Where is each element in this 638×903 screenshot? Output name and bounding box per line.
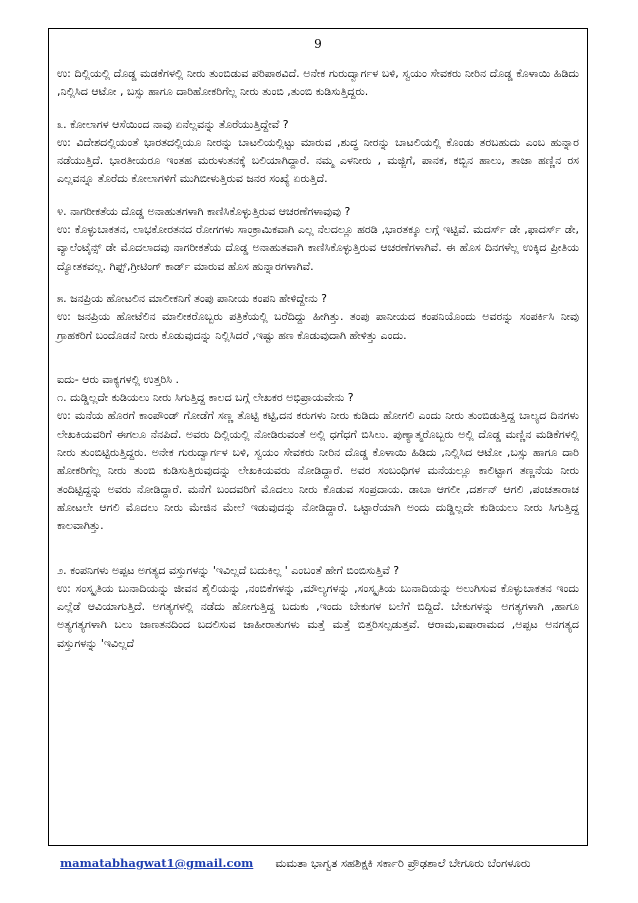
page-frame xyxy=(48,28,588,846)
question-answer-block xyxy=(57,290,579,345)
question-text: ೫. ಜನಪ್ರಿಯ ಹೋಟಲಿನ ಮಾಲೀಕನಿಗೆ ತಂಪು ಪಾನೀಯ ಕಂಪನಿ ಹೇಳಿದ್ದೇನು ? xyxy=(57,291,328,305)
answer-text: ಉ: ಜನಪ್ರಿಯ ಹೋಟೆಲಿನ ಮಾಲೀಕರೊಬ್ಬರು ಪತ್ರಿಕೆಯಲ್ಲಿ ಬರೆದಿದ್ದು ಹೀಗಿತ್ತು. ತಂಪು ಪಾನೀಯದ ಕಂಪನಿಯೊಂದು ಅವರನ್ನು ಸಂಪರ್ಕಿಸಿ ನೀವು ಗ್ರಾಹಕರಿಗೆ ಬಂದೊಡನೆ ನೀರು ಕೊಡುವುದನ್ನು ನಿಲ್ಲಿಸಿದರೆ ,ಇಷ್ಟು ಹಣ ಕೊಡುವುದಾಗಿ ಹೇಳಿತ್ತು ಎಂದು. xyxy=(57,310,579,342)
question-text: ಐದು- ಆರು ವಾಕ್ಯಗಳಲ್ಲಿ ಉತ್ತರಿಸಿ . xyxy=(57,372,180,386)
answer-text: ೧. ದುಡ್ಡಿಲ್ಲದೇ ಕುಡಿಯಲು ನೀರು ಸಿಗುತ್ತಿದ್ದ ಕಾಲದ ಬಗ್ಗೆ ಲೇಖಕರ ಅಭಿಪ್ರಾಯವೇನು ? ಉ: ಮನೆಯ ಹೊರಗೆ ಕಾಂಪೌಂಡ್ ಗೋಡೆಗೆ ಸಣ್ಣ ತೊಟ್ಟಿ ಕಟ್ಟಿ,ದನ ಕರುಗಳು ನೀರು ಕುಡಿದು ಹೋಗಲಿ ಎಂದು ನೀರು ತುಂಬಿಡುತ್ತಿದ್ದ ಬಾಲ್ಯದ ದಿನಗಳು ಲೇಖಕಿಯವರಿಗೆ ಈಗಲೂ ನೆನಪಿದೆ. ಅವರು ದಿಲ್ಲಿಯಲ್ಲಿ ನೋಡಿರುವಂತೆ ಅಲ್ಲಿ ಧಗೆಧಗೆ ಬಿಸಿಲು. ಪುಣ್ಯಾತ್ಮರೊಬ್ಬರು ಅಲ್ಲಿ ದೊಡ್ಡ ಮಣ್ಣಿನ ಮಡಿಕೆಗಳಲ್ಲಿ ನೀರು ತುಂಬಿಟ್ಟಿರುತ್ತಿದ್ದರು. ಅನೇಕ ಗುರುದ್ವಾರ್ಗಳ ಬಳಿ, ಸ್ವಯಂ ಸೇವಕರು ನೀರಿನ ದೊಡ್ಡ ಕೊಳಾಯಿ ಹಿಡಿದು ,ನಿಲ್ಲಿಸಿದ ಆಟೋ ,ಬಸ್ಸು ಹಾಗೂ ದಾರಿ ಹೋಕರಿಗೆಲ್ಲ ನೀರು ತುಂಬಿ ಕುಡಿಸುತ್ತಿರುವುದನ್ನು ಲೇಖಕಿಯವರು ನೋಡಿದ್ದಾರೆ. ಅವರ ಸಂಬಂಧಿಗಳ ಮನೆಯಲ್ಲೂ ಕಾಲಿಟ್ಟಾಗ ತಣ್ಣನೆಯ ನೀರು ತಂದಿಟ್ಟಿದ್ದನ್ನು ಅವರು ನೋಡಿದ್ದಾರೆ. ಮನೆಗೆ ಬಂದವರಿಗೆ ಮೊದಲು ನೀರು ಕೊಡುವ ಸಂಪ್ರದಾಯ. ಡಾಬಾ ಆಗಲೀ ,ದರ್ಶನ್ ಆಗಲಿ ,ಪಂಚತಾರಾಚ ಹೋಟಲೇ ಆಗಲಿ ಮೊದಲು ನೀರು ಮೇಜಿನ ಮೇಲೆ ಇಡುವುದನ್ನು ನೋಡಿದ್ದಾರೆ. ಒಟ್ಟಾರೆಯಾಗಿ ಅಂದು ದುಡ್ಡಿಲ್ಲದೇ ಕುಡಿಯಲು ನೀರು ಸಿಗುತ್ತಿದ್ದ ಕಾಲವಾಗಿತ್ತು. xyxy=(57,391,579,533)
question-answer-block xyxy=(57,562,579,653)
question-answer-block xyxy=(57,371,579,536)
author-email-link[interactable]: mamatabhagwat1@gmail.com xyxy=(60,856,254,870)
page-content xyxy=(57,65,579,667)
question-answer-block xyxy=(57,203,579,276)
author-affiliation: ಮಮತಾ ಭಾಗ್ವತ ಸಹಶಿಕ್ಷಕಿ ಸರ್ಕಾರಿ ಪ್ರೌಢಶಾಲೆ ಬೇಗೂರು ಬೆಂಗಳೂರು xyxy=(275,856,531,870)
page-footer xyxy=(60,856,578,871)
question-text: ೨. ಕಂಪನಿಗಳು ಅಪ್ಪಟ ಅಗತ್ಯದ ವಸ್ತುಗಳನ್ನು 'ಇವಿಲ್ಲದೆ ಬದುಕಿಲ್ಲ ' ಎಂಬಂತೆ ಹೇಗೆ ಬಿಂಬಿಸುತ್ತಿವೆ ? xyxy=(57,563,400,577)
question-text: ೩. ಕೋಲಾಗಳ ಆಸೆಯಿಂದ ನಾವು ಏನೆಲ್ಲವನ್ನು ತೊರೆಯುತ್ತಿದ್ದೇವೆ ? xyxy=(57,117,289,131)
question-answer-block xyxy=(57,116,579,189)
answer-text: ಉ: ವಿದೇಶದಲ್ಲಿಯಂತೆ ಭಾರತದಲ್ಲಿಯೂ ನೀರನ್ನು ಬಾಟಲಿಯಲ್ಲಿಟ್ಟು ಮಾರುವ ,ಶುದ್ಧ ನೀರನ್ನು ಬಾಟಲಿಯಲ್ಲಿ ಕೊಂಡು ತರಬಹುದು ಎಂಬ ಹುನ್ನಾರ ನಡೆಯುತ್ತಿದೆ. ಭಾರತೀಯರೂ ಇಂತಹ ಮರುಳುತನಕ್ಕೆ ಬಲಿಯಾಗಿದ್ದಾರೆ. ನಮ್ಮ ಎಳನೀರು , ಮಜ್ಜಿಗೆ, ಪಾನಕ, ಕಬ್ಬಿನ ಹಾಲು, ತಾಜಾ ಹಣ್ಣಿನ ರಸ ಎಲ್ಲವನ್ನೂ ತೊರೆದು ಕೋಲಾಗಳಿಗೆ ಮುಗಿಬೀಳುತ್ತಿರುವ ಜನರ ಸಂಖ್ಯೆ ಏರುತ್ತಿದೆ. xyxy=(57,135,579,186)
question-text: ೪. ನಾಗರೀಕತೆಯ ದೊಡ್ಡ ಅನಾಹುತಗಳಾಗಿ ಕಾಣಿಸಿಕೊಳ್ಳುತ್ತಿರುವ ಆಚರಣೆಗಳಾವುವು ? xyxy=(57,204,351,218)
paragraph-text: ಉ: ದಿಲ್ಲಿಯಲ್ಲಿ ದೊಡ್ಡ ಮಡಕೆಗಳಲ್ಲಿ ನೀರು ತುಂಬಿಡುವ ಪರಿಪಾಠವಿದೆ. ಅನೇಕ ಗುರುದ್ವಾರ್ಗಳ ಬಳಿ, ಸ್ವಯಂ ಸೇವಕರು ನೀರಿನ ದೊಡ್ಡ ಕೊಳಾಯಿ ಹಿಡಿದು ,ನಿಲ್ಲಿಸಿದ ಆಟೋ , ಬಸ್ಸು ಹಾಗೂ ದಾರಿಹೋಕರಿಗೆಲ್ಲ ನೀರು ತುಂಬಿ ,ತುಂಬಿ ಕುಡಿಸುತ್ತಿದ್ದರು. xyxy=(57,67,579,99)
answer-paragraph xyxy=(57,65,579,102)
answer-text: ಉ: ಕೊಳ್ಳುಬಾಕತನ, ಲಾಭಕೋರತನದ ರೋಗಗಳು ಸಾಂಕ್ರಾಮಿಕವಾಗಿ ಎಲ್ಲ ನೆಲದಲ್ಲೂ ಹರಡಿ ,ಭಾರತಕ್ಕೂ ಲಗ್ಗೆ ಇಟ್ಟಿವೆ. ಮದರ್ಸ್ ಡೇ ,ಫಾದರ್ಸ್ ಡೇ, ವ್ಯಾಲೆಂಟೈನ್ಸ್ ಡೇ ಮೊದಲಾದವು ನಾಗರೀಕತೆಯ ದೊಡ್ಡ ಅನಾಹುತವಾಗಿ ಕಾಣಿಸಿಕೊಳ್ಳುತ್ತಿರುವ ಆಚರಣೆಗಳಾಗಿವೆ. ಈ ಹೊಸ ದಿನಗಳೆಲ್ಲ ಉಕ್ಕಿದ ಪ್ರೀತಿಯ ದ್ಯೋತಕವಲ್ಲ. ಗಿಫ್ಟ್,ಗ್ರೀಟಿಂಗ್ ಕಾರ್ಡ್ ಮಾರುವ ಹೊಸ ಹುನ್ನಾರಗಳಾಗಿವೆ. xyxy=(57,223,579,273)
page-number: 9 xyxy=(314,37,322,51)
answer-text: ಉ: ಸಂಸ್ಕೃತಿಯ ಬುನಾದಿಯನ್ನು ಜೀವನ ಶೈಲಿಯನ್ನು ,ನಂಬಿಕೆಗಳನ್ನು ,ಮೌಲ್ಯಗಳನ್ನು ,ಸಂಸ್ಕೃತಿಯ ಬುನಾದಿಯನ್ನು ಅಲುಗಿಸುವ ಕೊಳ್ಳುಬಾಕತನ ಇಂದು ಎಲ್ಲೆಡೆ ಆವಿಯಾಗುತ್ತಿದೆ. ಅಗತ್ಯಗಳಲ್ಲಿ ನಡೆದು ಹೋಗುತ್ತಿದ್ದ ಬದುಕು ,ಇಂದು ಬೇಕುಗಳ ಬಲೆಗೆ ಬಿದ್ದಿದೆ. ಬೇಕುಗಳನ್ನು ಅಗತ್ಯಗಳಾಗಿ ,ಹಾಗೂ ಅತ್ಯಗತ್ಯಗಳಾಗಿ ಬಲು ಜಾಣತನದಿಂದ ಬದಲಿಸುವ ಜಾಹೀರಾತುಗಳು ಮತ್ತೆ ಮತ್ತೆ ಬಿತ್ತರಿಸಲ್ಪಡುತ್ತವೆ. ಆರಾಮ,ಐಷಾರಾಮದ ,ಅಪ್ಪಟ ಅನಗತ್ಯದ ವಸ್ತುಗಳನ್ನು 'ಇವಿಲ್ಲದೆ xyxy=(57,581,579,650)
